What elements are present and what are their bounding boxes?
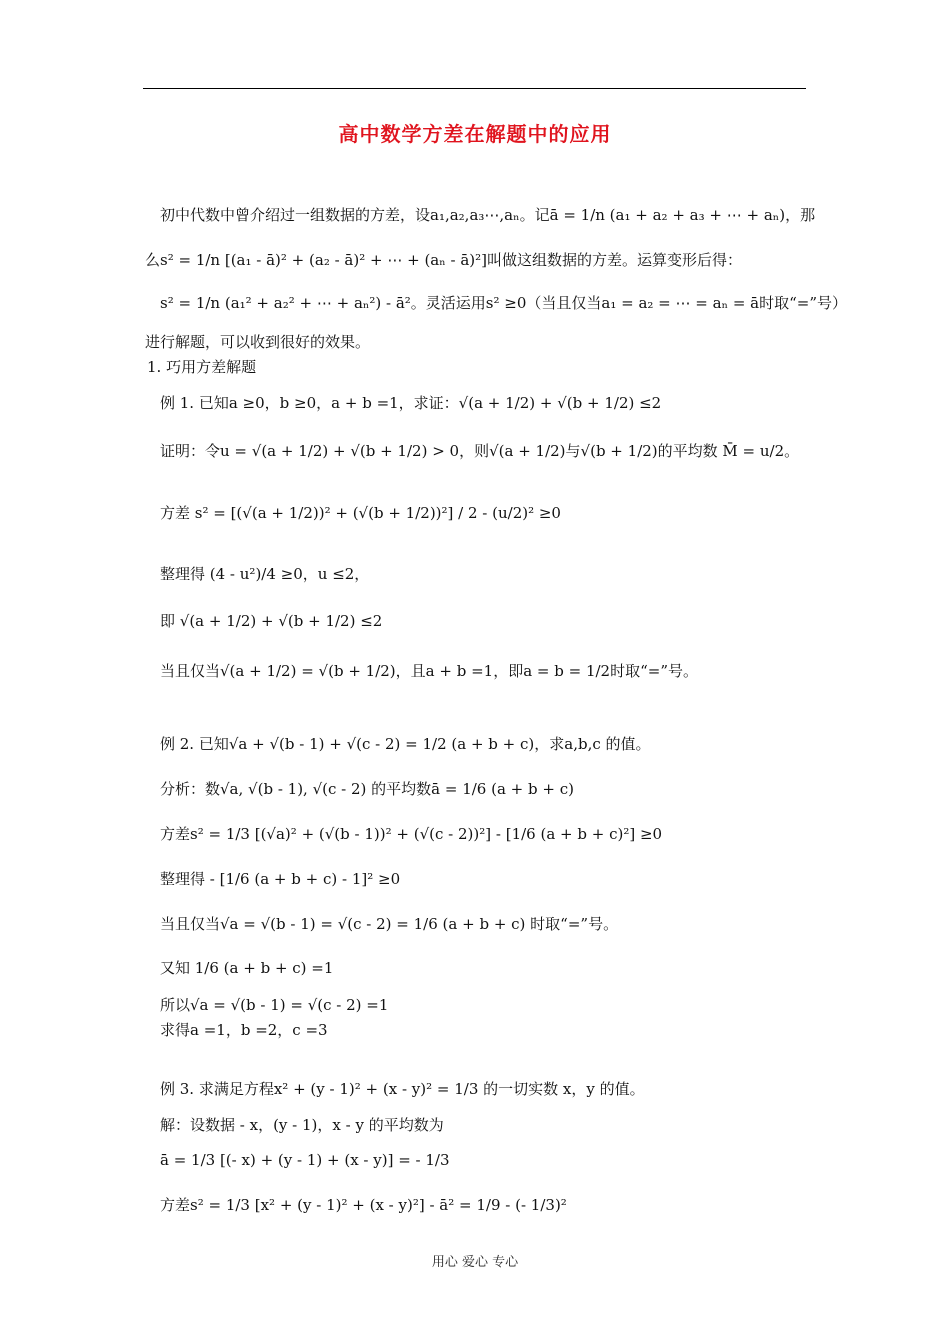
text-line: 当且仅当√a = √(b - 1) = √(c - 2) = 1/6 (a + b + c) 时取“=”号。 <box>160 915 619 933</box>
formula-line: 方差 s² = [(√(a + 1/2))² + (√(b + 1/2))²] / 2 - (u/2)² ≥0 <box>160 504 561 522</box>
formula-line: ā = 1/3 [(- x) + (y - 1) + (x - y)] = - 1/3 <box>160 1151 450 1169</box>
text-line: 解：设数据 - x，(y - 1)，x - y 的平均数为 <box>160 1116 444 1134</box>
text-line: 例 3. 求满足方程x² + (y - 1)² + (x - y)² = 1/3 的一切实数 x，y 的值。 <box>160 1080 645 1098</box>
text-line: 所以√a = √(b - 1) = √(c - 2) =1 <box>160 996 389 1014</box>
section-heading: 1. 巧用方差解题 <box>147 358 257 376</box>
text-line: 么s² = 1/n [(a₁ - ā)² + (a₂ - ā)² + ⋯ + (aₙ - ā)²]叫做这组数据的方差。运算变形后得： <box>145 251 742 269</box>
formula-line: 方差s² = 1/3 [x² + (y - 1)² + (x - y)²] - ā² = 1/9 - (- 1/3)² <box>160 1196 567 1214</box>
formula-line: 方差s² = 1/3 [(√a)² + (√(b - 1))² + (√(c - 2))²] - [1/6 (a + b + c)²] ≥0 <box>160 825 663 843</box>
header-rule <box>143 88 806 89</box>
text-line: 又知 1/6 (a + b + c) =1 <box>160 959 334 977</box>
text-line: s² = 1/n (a₁² + a₂² + ⋯ + aₙ²) - ā²。灵活运用s² ≥0（当且仅当a₁ = a₂ = ⋯ = aₙ = ā时取“=”号） <box>160 294 848 312</box>
text-line: 进行解题，可以收到很好的效果。 <box>145 333 371 351</box>
text-line: 即 √(a + 1/2) + √(b + 1/2) ≤2 <box>160 612 383 630</box>
text-line: 证明：令u = √(a + 1/2) + √(b + 1/2) > 0，则√(a + 1/2)与√(b + 1/2)的平均数 M̄ = u/2。 <box>160 442 800 460</box>
text-line: 分析：数√a, √(b - 1), √(c - 2) 的平均数ā = 1/6 (a + b + c) <box>160 780 574 798</box>
text-line: 初中代数中曾介绍过一组数据的方差，设a₁,a₂,a₃⋯,aₙ。记ā = 1/n (a₁ + a₂ + a₃ + ⋯ + aₙ)，那 <box>160 206 816 224</box>
page-footer: 用心 爱心 专心 <box>431 1255 519 1270</box>
text-line: 整理得 - [1/6 (a + b + c) - 1]² ≥0 <box>160 870 401 888</box>
text-line: 整理得 (4 - u²)/4 ≥0，u ≤2， <box>160 565 370 583</box>
page-title: 高中数学方差在解题中的应用 <box>338 122 612 146</box>
text-line: 当且仅当√(a + 1/2) = √(b + 1/2)，且a + b =1，即a = b = 1/2时取“=”号。 <box>160 662 698 680</box>
text-line: 例 2. 已知√a + √(b - 1) + √(c - 2) = 1/2 (a + b + c)，求a,b,c 的值。 <box>160 735 651 753</box>
text-line: 例 1. 已知a ≥0，b ≥0，a + b =1，求证：√(a + 1/2) + √(b + 1/2) ≤2 <box>160 394 662 412</box>
text-line: 求得a =1，b =2，c =3 <box>160 1021 328 1039</box>
